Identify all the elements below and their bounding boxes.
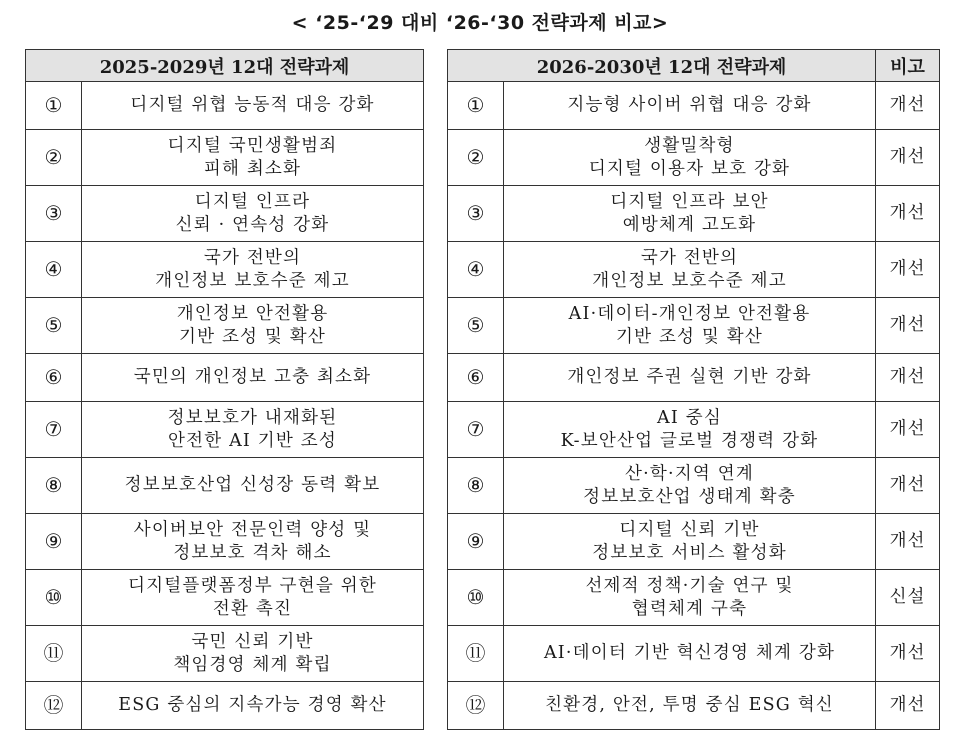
task-number: ⑫ <box>448 682 504 730</box>
task-text: 산·학·지역 연계 정보보호산업 생태계 확충 <box>504 458 876 514</box>
task-text: 국민 신뢰 기반 책임경영 체계 확립 <box>82 626 424 682</box>
task-number: ⑤ <box>26 298 82 354</box>
task-text: 친환경, 안전, 투명 중심 ESG 혁신 <box>504 682 876 730</box>
table-row <box>26 186 424 242</box>
note-cell: 개선 <box>876 242 940 298</box>
task-number: ⑧ <box>26 458 82 514</box>
task-text: 디지털 인프라 신뢰 · 연속성 강화 <box>82 186 424 242</box>
note-cell: 개선 <box>876 458 940 514</box>
table-row <box>448 130 940 186</box>
table-row <box>448 570 940 626</box>
task-text: 개인정보 주권 실현 기반 강화 <box>504 354 876 402</box>
task-text: 디지털 인프라 보안 예방체계 고도화 <box>504 186 876 242</box>
table-2025-2029 <box>25 49 424 730</box>
task-text: 국가 전반의 개인정보 보호수준 제고 <box>504 242 876 298</box>
note-cell: 개선 <box>876 402 940 458</box>
task-number: ⑩ <box>448 570 504 626</box>
task-number: ⑪ <box>448 626 504 682</box>
table-row <box>448 514 940 570</box>
note-cell: 개선 <box>876 626 940 682</box>
right-table-header: 2026-2030년 12대 전략과제 <box>448 50 876 82</box>
task-number: ⑪ <box>26 626 82 682</box>
task-number: ⑩ <box>26 570 82 626</box>
note-cell: 개선 <box>876 186 940 242</box>
task-number: ④ <box>26 242 82 298</box>
task-number: ② <box>448 130 504 186</box>
task-text: 정보보호가 내재화된 안전한 AI 기반 조성 <box>82 402 424 458</box>
task-text: 지능형 사이버 위협 대응 강화 <box>504 82 876 130</box>
task-text: AI·데이터-개인정보 안전활용 기반 조성 및 확산 <box>504 298 876 354</box>
task-number: ④ <box>448 242 504 298</box>
table-row <box>448 82 940 130</box>
task-text: 디지털플랫폼정부 구현을 위한 전환 촉진 <box>82 570 424 626</box>
task-text: 생활밀착형 디지털 이용자 보호 강화 <box>504 130 876 186</box>
task-text: 디지털 국민생활범죄 피해 최소화 <box>82 130 424 186</box>
table-row <box>448 682 940 730</box>
task-text: 개인정보 안전활용 기반 조성 및 확산 <box>82 298 424 354</box>
table-row <box>26 514 424 570</box>
task-text: 디지털 위협 능동적 대응 강화 <box>82 82 424 130</box>
task-number: ⑥ <box>448 354 504 402</box>
task-number: ① <box>448 82 504 130</box>
note-cell: 개선 <box>876 354 940 402</box>
left-table-header: 2025-2029년 12대 전략과제 <box>26 50 424 82</box>
table-row <box>448 402 940 458</box>
task-text: ESG 중심의 지속가능 경영 확산 <box>82 682 424 730</box>
table-row <box>448 242 940 298</box>
task-number: ③ <box>448 186 504 242</box>
task-text: 사이버보안 전문인력 양성 및 정보보호 격차 해소 <box>82 514 424 570</box>
table-row <box>448 298 940 354</box>
task-text: AI 중심 K-보안산업 글로벌 경쟁력 강화 <box>504 402 876 458</box>
task-number: ① <box>26 82 82 130</box>
table-row <box>26 626 424 682</box>
table-row <box>448 626 940 682</box>
note-cell: 개선 <box>876 682 940 730</box>
note-cell: 개선 <box>876 130 940 186</box>
table-row <box>448 186 940 242</box>
table-row <box>26 570 424 626</box>
page-title: < ‘25-‘29 대비 ‘26-‘30 전략과제 비교> <box>291 12 669 34</box>
table-row <box>26 298 424 354</box>
task-number: ⑨ <box>26 514 82 570</box>
table-row <box>26 682 424 730</box>
task-number: ⑦ <box>448 402 504 458</box>
task-number: ⑫ <box>26 682 82 730</box>
table-row <box>448 354 940 402</box>
task-number: ③ <box>26 186 82 242</box>
task-number: ⑥ <box>26 354 82 402</box>
table-row <box>26 130 424 186</box>
task-text: 선제적 정책·기술 연구 및 협력체계 구축 <box>504 570 876 626</box>
task-number: ⑨ <box>448 514 504 570</box>
table-row <box>448 458 940 514</box>
table-row <box>26 458 424 514</box>
task-text: 디지털 신뢰 기반 정보보호 서비스 활성화 <box>504 514 876 570</box>
note-cell: 개선 <box>876 82 940 130</box>
table-row <box>26 402 424 458</box>
task-text: 국가 전반의 개인정보 보호수준 제고 <box>82 242 424 298</box>
note-cell: 신설 <box>876 570 940 626</box>
task-text: 국민의 개인정보 고충 최소화 <box>82 354 424 402</box>
task-number: ⑧ <box>448 458 504 514</box>
note-header: 비고 <box>876 50 940 82</box>
note-cell: 개선 <box>876 298 940 354</box>
table-row <box>26 242 424 298</box>
note-cell: 개선 <box>876 514 940 570</box>
table-row <box>26 354 424 402</box>
task-number: ⑦ <box>26 402 82 458</box>
table-2026-2030 <box>447 49 940 730</box>
task-number: ⑤ <box>448 298 504 354</box>
task-number: ② <box>26 130 82 186</box>
table-row <box>26 82 424 130</box>
task-text: AI·데이터 기반 혁신경영 체계 강화 <box>504 626 876 682</box>
task-text: 정보보호산업 신성장 동력 확보 <box>82 458 424 514</box>
